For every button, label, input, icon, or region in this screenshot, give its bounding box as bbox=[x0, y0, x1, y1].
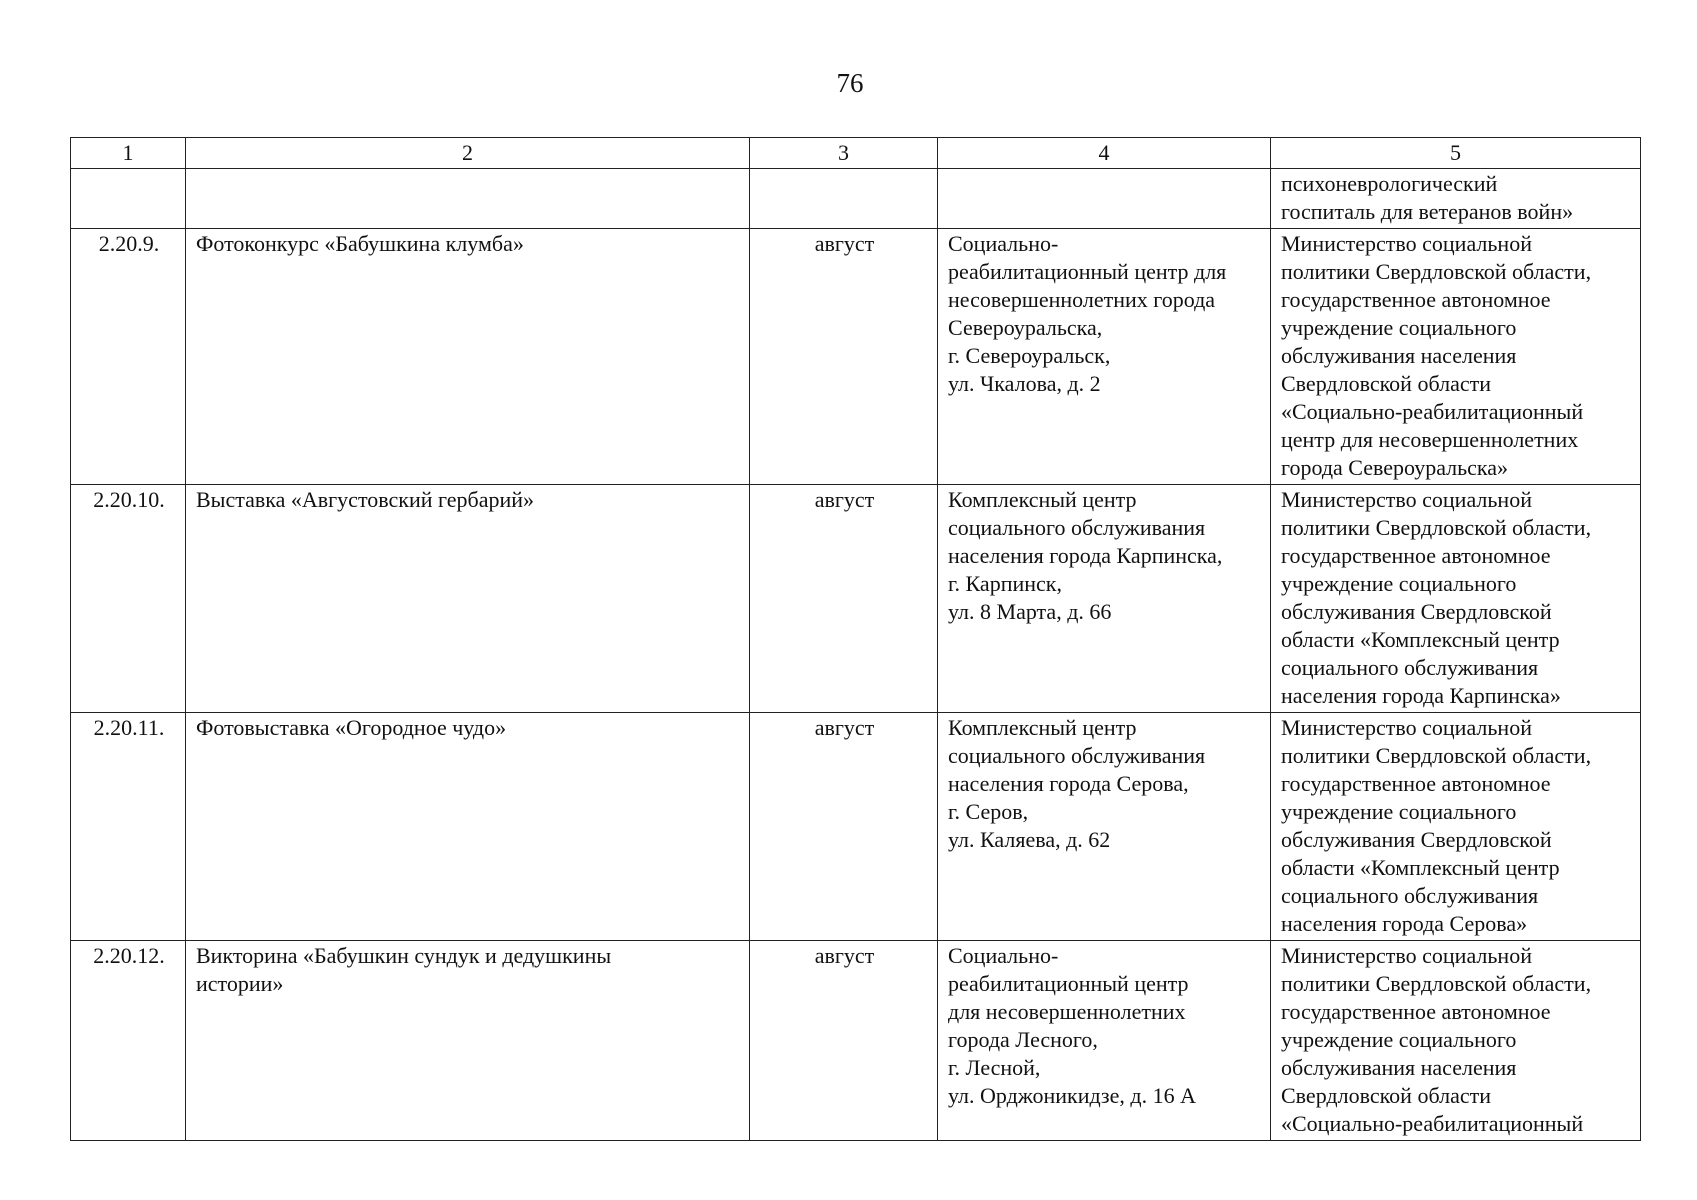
event-venue: Комплексный центр социального обслуживания населения города Серова, г. Серов, ул. Каляева, д. 62 bbox=[938, 713, 1271, 941]
table-row bbox=[71, 229, 1641, 485]
table-row bbox=[71, 485, 1641, 713]
event-organizer: Министерство социальной политики Свердловской области, государственное автономное учреждение социального обслуживания Свердловской области «Комплексный центр социального обслуживания населения города Серова» bbox=[1271, 713, 1641, 941]
event-date: август bbox=[750, 485, 938, 713]
event-date bbox=[750, 169, 938, 229]
column-header: 2 bbox=[186, 138, 750, 169]
column-header: 3 bbox=[750, 138, 938, 169]
column-number-row bbox=[71, 138, 1641, 169]
table-row bbox=[71, 713, 1641, 941]
page-number: 76 bbox=[836, 68, 864, 98]
event-organizer: Министерство социальной политики Свердловской области, государственное автономное учреждение социального обслуживания Свердловской области «Комплексный центр социального обслуживания населения города Карпинска» bbox=[1271, 485, 1641, 713]
event-venue bbox=[938, 169, 1271, 229]
event-venue: Социально- реабилитационный центр для несовершеннолетних города Лесного, г. Лесной, ул. Орджоникидзе, д. 16 А bbox=[938, 941, 1271, 1141]
event-name bbox=[186, 169, 750, 229]
event-name: Фотоконкурс «Бабушкина клумба» bbox=[186, 229, 750, 485]
event-venue: Социально- реабилитационный центр для несовершеннолетних города Североуральска, г. Североуральск, ул. Чкалова, д. 2 bbox=[938, 229, 1271, 485]
event-organizer: психоневрологический госпиталь для ветеранов войн» bbox=[1271, 169, 1641, 229]
item-number: 2.20.10. bbox=[71, 485, 186, 713]
item-number: 2.20.9. bbox=[71, 229, 186, 485]
event-date: август bbox=[750, 229, 938, 485]
event-organizer: Министерство социальной политики Свердловской области, государственное автономное учреждение социального обслуживания населения Свердловской области «Социально-реабилитационный bbox=[1271, 941, 1641, 1141]
table-row bbox=[71, 941, 1641, 1141]
item-number bbox=[71, 169, 186, 229]
event-date: август bbox=[750, 941, 938, 1141]
table-row bbox=[71, 169, 1641, 229]
item-number: 2.20.11. bbox=[71, 713, 186, 941]
event-name: Фотовыставка «Огородное чудо» bbox=[186, 713, 750, 941]
event-name: Выставка «Августовский гербарий» bbox=[186, 485, 750, 713]
column-header: 1 bbox=[71, 138, 186, 169]
event-organizer: Министерство социальной политики Свердловской области, государственное автономное учреждение социального обслуживания населения Свердловской области «Социально-реабилитационный центр для несовершеннолетних города Североуральска» bbox=[1271, 229, 1641, 485]
event-date: август bbox=[750, 713, 938, 941]
column-header: 5 bbox=[1271, 138, 1641, 169]
event-name: Викторина «Бабушкин сундук и дедушкины истории» bbox=[186, 941, 750, 1141]
event-venue: Комплексный центр социального обслуживания населения города Карпинска, г. Карпинск, ул. 8 Марта, д. 66 bbox=[938, 485, 1271, 713]
item-number: 2.20.12. bbox=[71, 941, 186, 1141]
column-header: 4 bbox=[938, 138, 1271, 169]
events-table bbox=[70, 137, 1641, 1141]
